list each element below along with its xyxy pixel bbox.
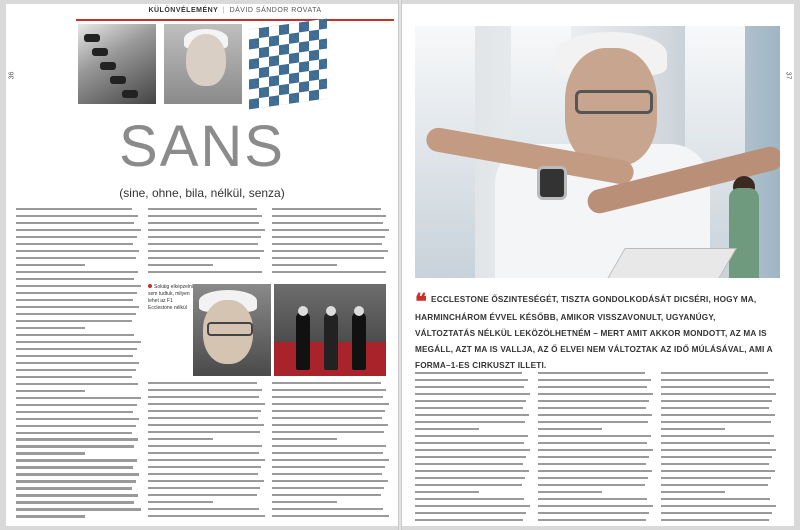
text-line-placeholder [415,421,525,423]
text-line-placeholder [415,498,524,500]
text-line-placeholder [272,382,381,384]
text-line-placeholder [16,257,136,259]
text-line-placeholder [272,431,384,433]
text-line-placeholder [415,491,479,493]
text-line-placeholder [661,519,769,521]
text-line-placeholder [148,257,260,259]
body-text-column-1 [16,208,142,526]
text-line-placeholder [415,442,524,444]
body-text-column-5 [538,372,654,526]
text-line-placeholder [661,470,775,472]
text-line-placeholder [538,435,651,437]
text-line-placeholder [538,477,648,479]
text-line-placeholder [16,229,141,231]
text-line-placeholder [272,480,388,482]
text-line-placeholder [661,463,769,465]
text-line-placeholder [538,372,645,374]
red-carpet-photo [274,284,386,376]
left-page [6,4,398,526]
text-line-placeholder [16,411,133,413]
text-line-placeholder [16,243,133,245]
text-line-placeholder [16,334,134,336]
text-line-placeholder [16,383,138,385]
text-line-placeholder [16,278,134,280]
text-line-placeholder [538,407,646,409]
text-line-placeholder [16,501,134,503]
text-line-placeholder [272,243,382,245]
text-line-placeholder [16,445,134,447]
text-line-placeholder [272,257,384,259]
text-line-placeholder [538,470,652,472]
text-line-placeholder [538,491,602,493]
text-line-placeholder [16,418,139,420]
text-line-placeholder [415,435,528,437]
text-line-placeholder [661,372,768,374]
bullet-icon [148,284,152,288]
text-line-placeholder [272,389,386,391]
text-line-placeholder [148,487,260,489]
text-line-placeholder [148,438,213,440]
text-line-placeholder [538,498,647,500]
text-line-placeholder [148,473,258,475]
pull-quote [415,289,773,374]
text-line-placeholder [148,508,259,510]
text-line-placeholder [661,498,770,500]
page-number-left: 36 [8,71,16,80]
text-line-placeholder [16,425,136,427]
body-text-column-4 [415,372,531,526]
body-text-column-2-top [148,208,266,278]
text-line-placeholder [148,501,213,503]
checkered-flag-photo [249,19,327,110]
text-line-placeholder [272,494,381,496]
text-line-placeholder [148,452,259,454]
text-line-placeholder [415,505,530,507]
text-line-placeholder [415,372,522,374]
text-line-placeholder [272,271,386,273]
text-line-placeholder [16,264,85,266]
text-line-placeholder [415,456,526,458]
pull-quote-text: ECCLESTONE ŐSZINTESÉGÉT, TISZTA GONDOLKODÁSÁT DICSÉRI, HOGY MA, HARMINCHÁROM ÉVVEL KÉSŐBB, AMIKOR VISSZAVONULT, UGYANÚGY, VÁLTOZTATÁS NÉLKÜL LEKÖZÖLHETNÉM – MERT AMIT AKKOR MONDOTT, AZ MA IS MEGÁLL, AZT MA IS VALLJA, AZ Ő ELVEI NEM VÁLTOZTAK AZ IDŐ MÚLÁSÁVAL, AMI A FORMA–1-ES CIRKUSZT ILLETI. [415,295,773,370]
photo-caption [148,284,194,312]
text-line-placeholder [538,512,649,514]
body-text-column-3-bottom [272,382,390,526]
section-label: KÜLÖNVÉLEMÉNY [148,7,219,14]
photo-caption-text: Sokáig elképzelni sem tudtuk, milyen lehet az F1 Ecclestone nélkül [148,284,193,311]
text-line-placeholder [415,463,523,465]
text-line-placeholder [272,250,388,252]
text-line-placeholder [16,236,137,238]
text-line-placeholder [661,449,776,451]
text-line-placeholder [148,459,265,461]
text-line-placeholder [16,390,85,392]
text-line-placeholder [16,466,133,468]
text-line-placeholder [16,397,141,399]
header-separator: | [222,7,226,14]
text-line-placeholder [661,505,776,507]
text-line-placeholder [538,379,651,381]
text-line-placeholder [538,505,653,507]
text-line-placeholder [415,414,529,416]
text-line-placeholder [272,487,384,489]
text-line-placeholder [415,519,523,521]
text-line-placeholder [16,480,136,482]
text-line-placeholder [148,445,262,447]
page-number-right: 37 [784,71,792,80]
text-line-placeholder [272,264,337,266]
text-line-placeholder [272,501,337,503]
race-cars-photo [78,24,156,104]
text-line-placeholder [415,393,530,395]
text-line-placeholder [272,508,383,510]
text-line-placeholder [148,494,257,496]
text-line-placeholder [538,484,645,486]
text-line-placeholder [415,484,522,486]
text-line-placeholder [415,477,525,479]
text-line-placeholder [272,473,382,475]
text-line-placeholder [661,400,772,402]
text-line-placeholder [148,382,257,384]
text-line-placeholder [148,431,260,433]
text-line-placeholder [415,386,524,388]
text-line-placeholder [538,519,646,521]
text-line-placeholder [148,243,258,245]
text-line-placeholder [148,403,265,405]
ecclestone-closeup-photo [193,284,271,376]
text-line-placeholder [16,215,138,217]
author-label: DÁVID SÁNDOR ROVATA [229,7,322,14]
text-line-placeholder [538,428,602,430]
text-line-placeholder [661,428,725,430]
text-line-placeholder [415,379,528,381]
text-line-placeholder [16,271,138,273]
text-line-placeholder [148,410,261,412]
text-line-placeholder [661,484,768,486]
text-line-placeholder [272,459,389,461]
text-line-placeholder [661,456,772,458]
text-line-placeholder [148,236,261,238]
text-line-placeholder [148,417,258,419]
text-line-placeholder [16,292,137,294]
text-line-placeholder [148,271,262,273]
text-line-placeholder [538,414,652,416]
text-line-placeholder [148,389,262,391]
right-page [402,4,794,526]
text-line-placeholder [148,222,259,224]
text-line-placeholder [661,491,725,493]
text-line-placeholder [148,229,265,231]
text-line-placeholder [272,222,383,224]
text-line-placeholder [272,403,389,405]
body-text-column-6 [661,372,777,526]
text-line-placeholder [16,222,134,224]
text-line-placeholder [16,250,139,252]
text-line-placeholder [272,452,383,454]
article-subtitle: (sine, ohne, bila, nélkül, senza) [119,186,285,200]
text-line-placeholder [16,438,138,440]
text-line-placeholder [538,449,653,451]
text-line-placeholder [538,393,653,395]
text-line-placeholder [272,445,386,447]
text-line-placeholder [16,355,133,357]
article-title: SANS [119,114,285,179]
text-line-placeholder [16,320,132,322]
column-header [76,7,394,21]
text-line-placeholder [148,466,261,468]
text-line-placeholder [661,435,774,437]
text-line-placeholder [16,313,136,315]
text-line-placeholder [16,508,141,510]
text-line-placeholder [148,515,265,517]
text-line-placeholder [16,208,132,210]
text-line-placeholder [661,407,769,409]
text-line-placeholder [16,299,133,301]
text-line-placeholder [16,362,139,364]
text-line-placeholder [538,456,649,458]
text-line-placeholder [16,369,136,371]
text-line-placeholder [148,208,257,210]
text-line-placeholder [272,208,381,210]
text-line-placeholder [538,386,647,388]
ecclestone-portrait-photo [164,24,242,104]
text-line-placeholder [16,306,139,308]
text-line-placeholder [538,442,647,444]
text-line-placeholder [148,215,262,217]
text-line-placeholder [415,400,526,402]
text-line-placeholder [148,264,213,266]
text-line-placeholder [661,393,776,395]
text-line-placeholder [272,229,389,231]
ecclestone-hero-photo [415,26,780,278]
text-line-placeholder [272,515,389,517]
text-line-placeholder [415,470,529,472]
text-line-placeholder [16,327,85,329]
text-line-placeholder [538,463,646,465]
text-line-placeholder [538,400,649,402]
text-line-placeholder [16,515,85,517]
text-line-placeholder [415,407,523,409]
text-line-placeholder [272,410,385,412]
text-line-placeholder [272,215,386,217]
text-line-placeholder [16,452,85,454]
text-line-placeholder [16,404,137,406]
text-line-placeholder [272,438,337,440]
text-line-placeholder [272,424,388,426]
text-line-placeholder [16,432,132,434]
text-line-placeholder [661,421,771,423]
text-line-placeholder [148,250,264,252]
body-text-column-3-top [272,208,390,278]
text-line-placeholder [272,417,382,419]
text-line-placeholder [148,424,264,426]
text-line-placeholder [661,379,774,381]
text-line-placeholder [661,414,775,416]
text-line-placeholder [148,480,264,482]
text-line-placeholder [661,512,772,514]
text-line-placeholder [415,512,526,514]
text-line-placeholder [16,285,141,287]
text-line-placeholder [415,449,530,451]
text-line-placeholder [16,494,138,496]
text-line-placeholder [16,348,137,350]
text-line-placeholder [272,236,385,238]
text-line-placeholder [272,396,383,398]
text-line-placeholder [16,473,139,475]
text-line-placeholder [16,459,137,461]
text-line-placeholder [415,428,479,430]
body-text-column-2-bottom [148,382,266,526]
text-line-placeholder [272,466,385,468]
text-line-placeholder [16,487,132,489]
text-line-placeholder [661,442,770,444]
text-line-placeholder [16,376,132,378]
text-line-placeholder [538,421,648,423]
text-line-placeholder [661,477,771,479]
text-line-placeholder [148,396,259,398]
text-line-placeholder [661,386,770,388]
text-line-placeholder [16,341,141,343]
quote-mark-icon: ❝ [415,289,428,315]
